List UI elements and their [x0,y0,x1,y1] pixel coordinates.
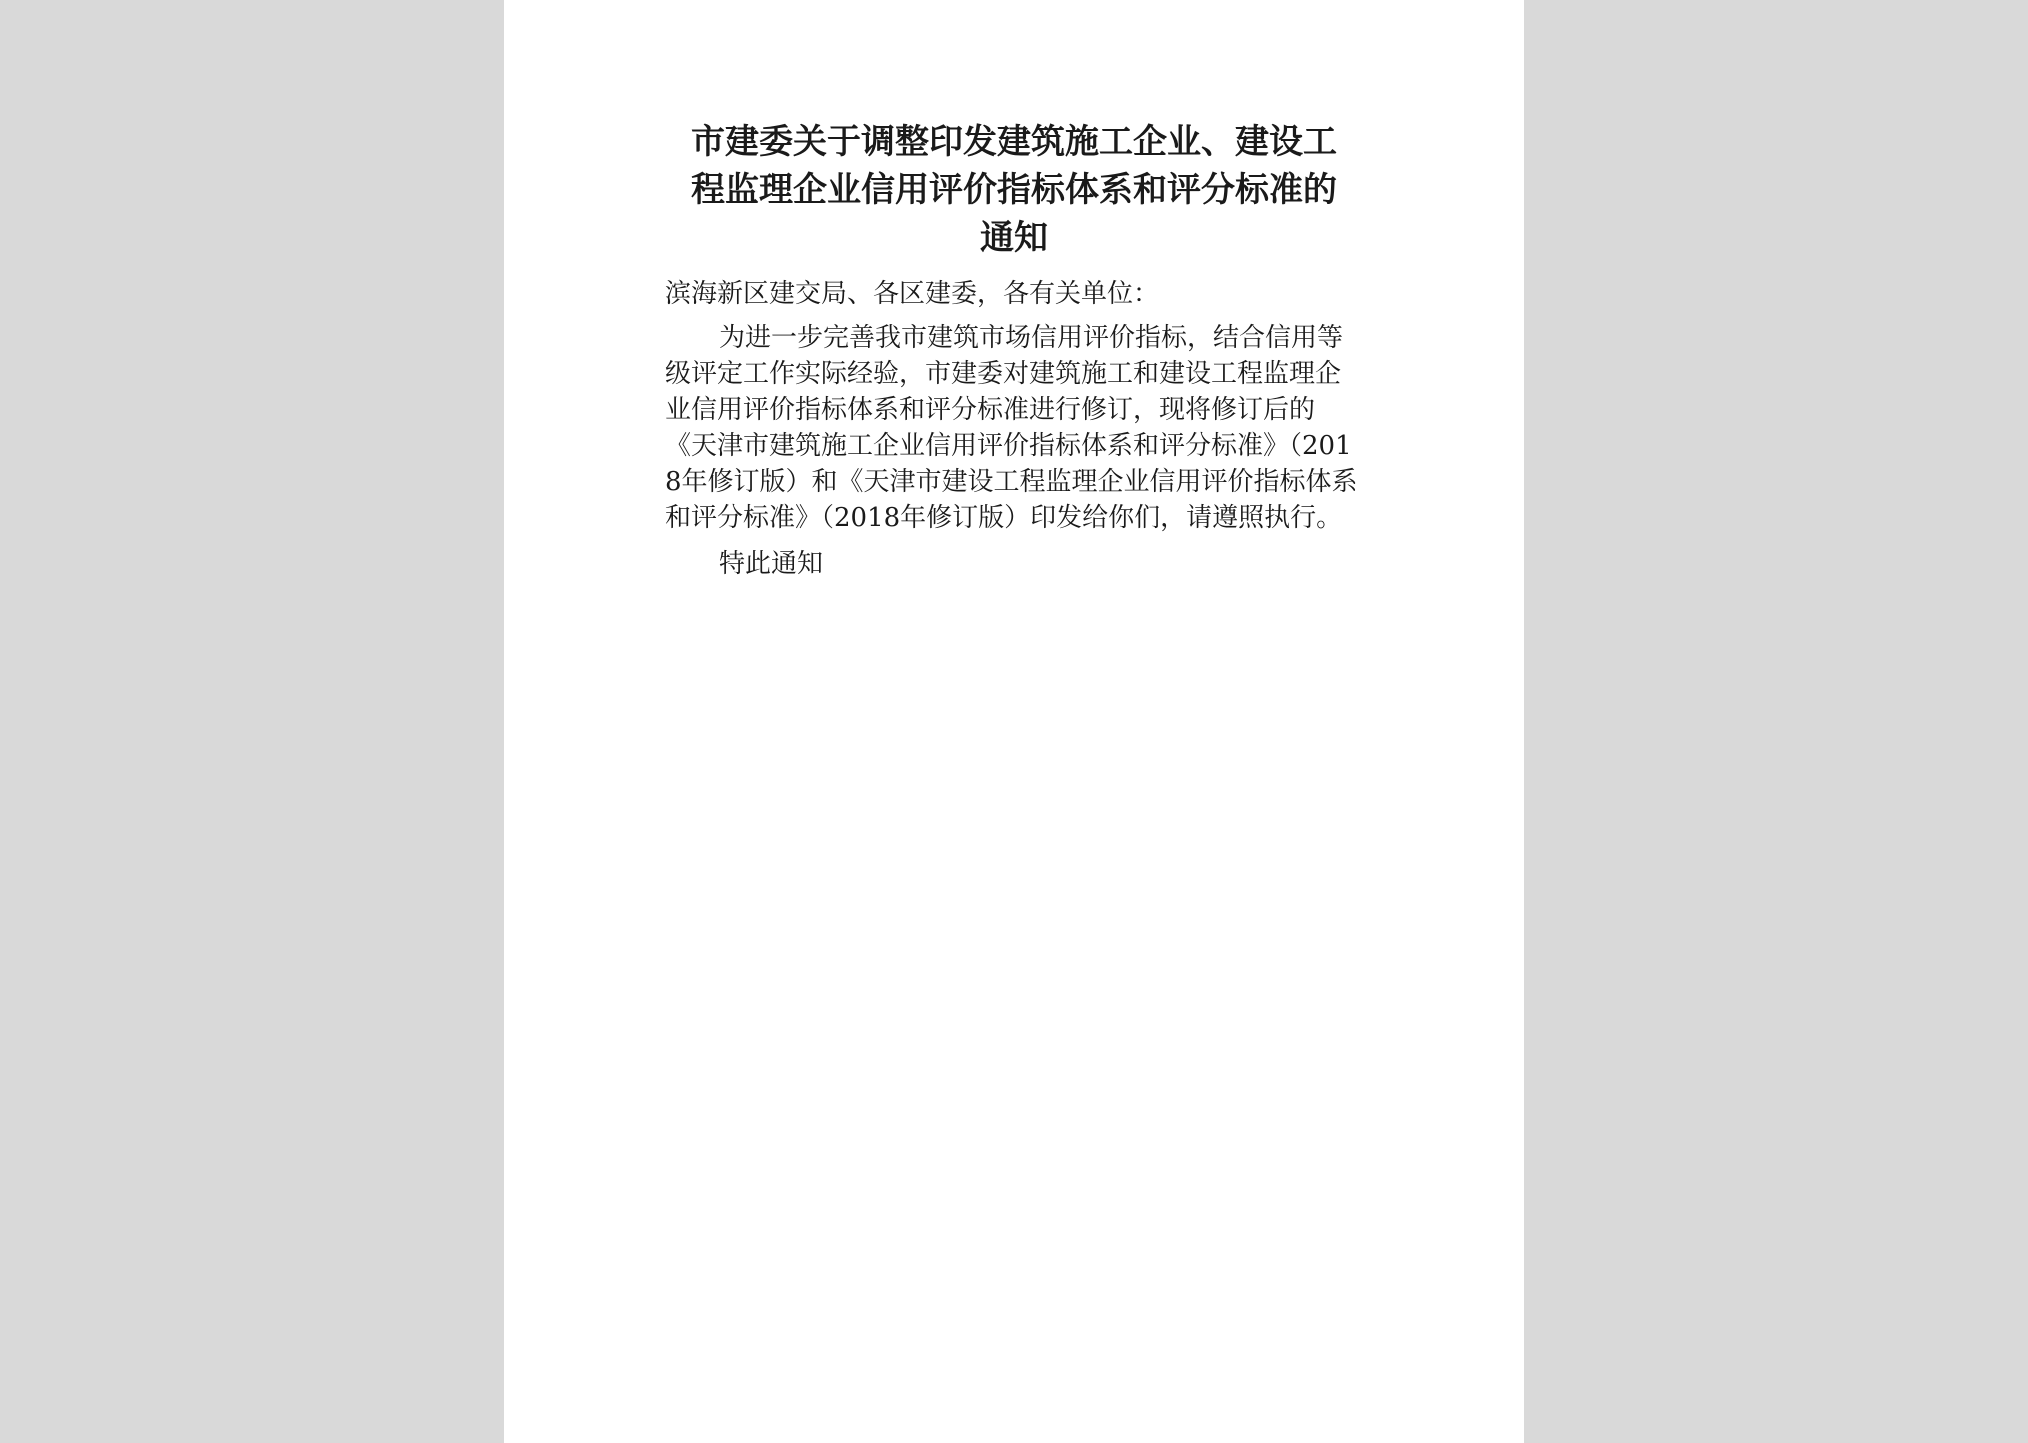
document-title: 市建委关于调整印发建筑施工企业、建设工程监理企业信用评价指标体系和评分标准的通知 [691,122,1337,258]
addressee-line: 滨海新区建交局、各区建委，各有关单位： [665,279,1160,309]
closing-line: 特此通知 [719,549,824,579]
document-body [665,276,1361,582]
document-page [504,0,1524,1443]
body-paragraph: 为进一步完善我市建筑市场信用评价指标，结合信用等级评定工作实际经验，市建委对建筑施工和建设工程监理企业信用评价指标体系和评分标准进行修订，现将修订后的《天津市建筑施工企业信用评价指标体系和评分标准》（2018年修订版）和《天津市建设工程监理企业信用评价指标体系和评分标准》（2018年修订版）印发给你们，请遵照执行。 [665,323,1358,533]
